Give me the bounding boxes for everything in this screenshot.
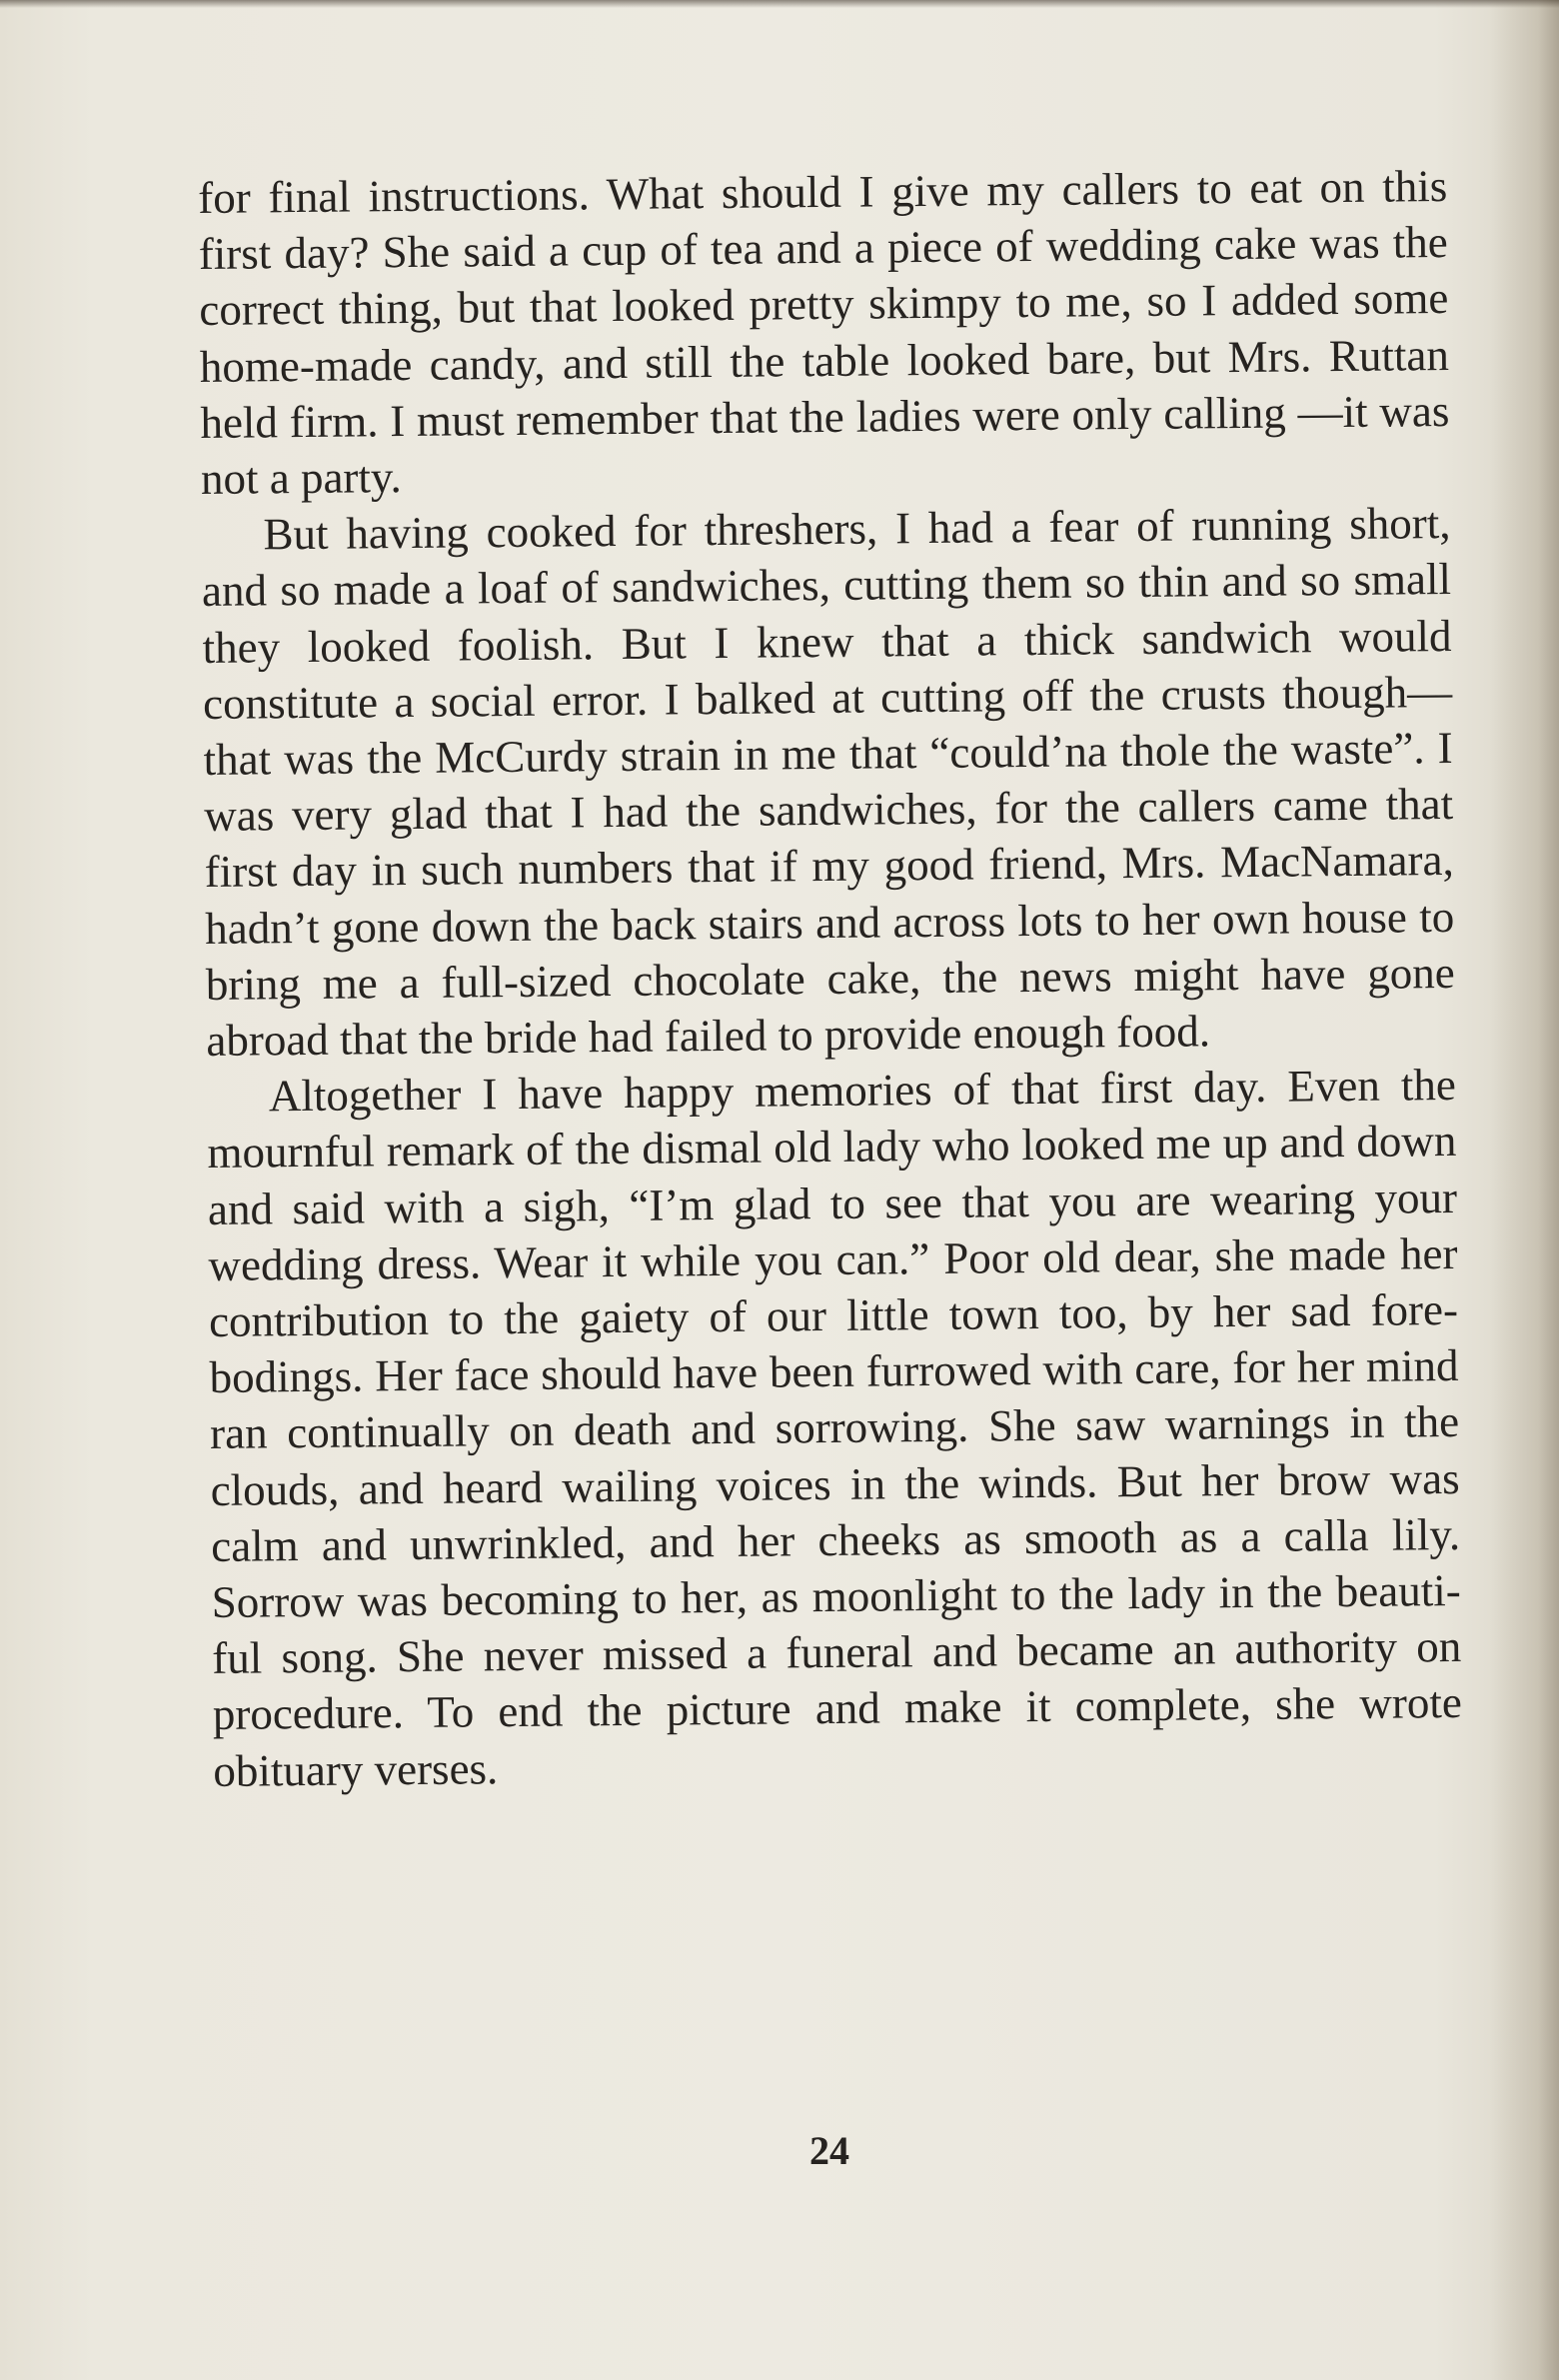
paragraph-1: for final instructions. What should I give my callers to eat on this first day? She said a cup of tea and a piece of wedding cake was the correct thing, but that looked pretty skimpy to me, so I added some home-made candy, and still the table looked bare, but Mrs. Ruttan held firm. I must remember that the ladies were only calling —it was not a party. [198,161,1450,505]
body-text [198,158,1463,1799]
paragraph-2: But having cooked for threshers, I had a fear of running short, and so made a loaf of sandwiches, cutting them so thin and so small they looked foolish. But I knew that a thick sandwich would constitute a social error. I balked at cutting off the crusts though—that was the McCurdy strain in me that “could’na thole the waste”. I was very glad that I had the sandwiches, for the callers came that first day in such numbers that if my good friend, Mrs. MacNamara, hadn’t gone down the back stairs and across lots to her own house to bring me a full-sized chocolate cake, the news might have gone abroad that the bride had failed to provide enough food. [201,498,1456,1067]
paragraph-3: Altogether I have happy memories of that first day. Even the mournful remark of the dismal old lady who looked me up and down and said with a sigh, “I’m glad to see that you are wearing your wedding dress. Wear it while you can.” Poor old dear, she made her contribution to the gaiety of our little town too, by her sad forebodings. Her face should have been furrowed with care, for her mind ran continually on death and sorrowing. She saw warnings in the clouds, and heard wailing voices in the winds. But her brow was calm and unwrinkled, and her cheeks as smooth as a calla lily. Sorrow was becoming to her, as moonlight to the lady in the beautiful song. She never missed a funeral and became an authority on procedure. To end the picture and make it complete, she wrote obituary verses. [207,1060,1463,1796]
page-number: 24 [809,2128,849,2173]
page-top-edge [0,0,1559,8]
page-right-edge-shadow [1489,0,1559,2380]
